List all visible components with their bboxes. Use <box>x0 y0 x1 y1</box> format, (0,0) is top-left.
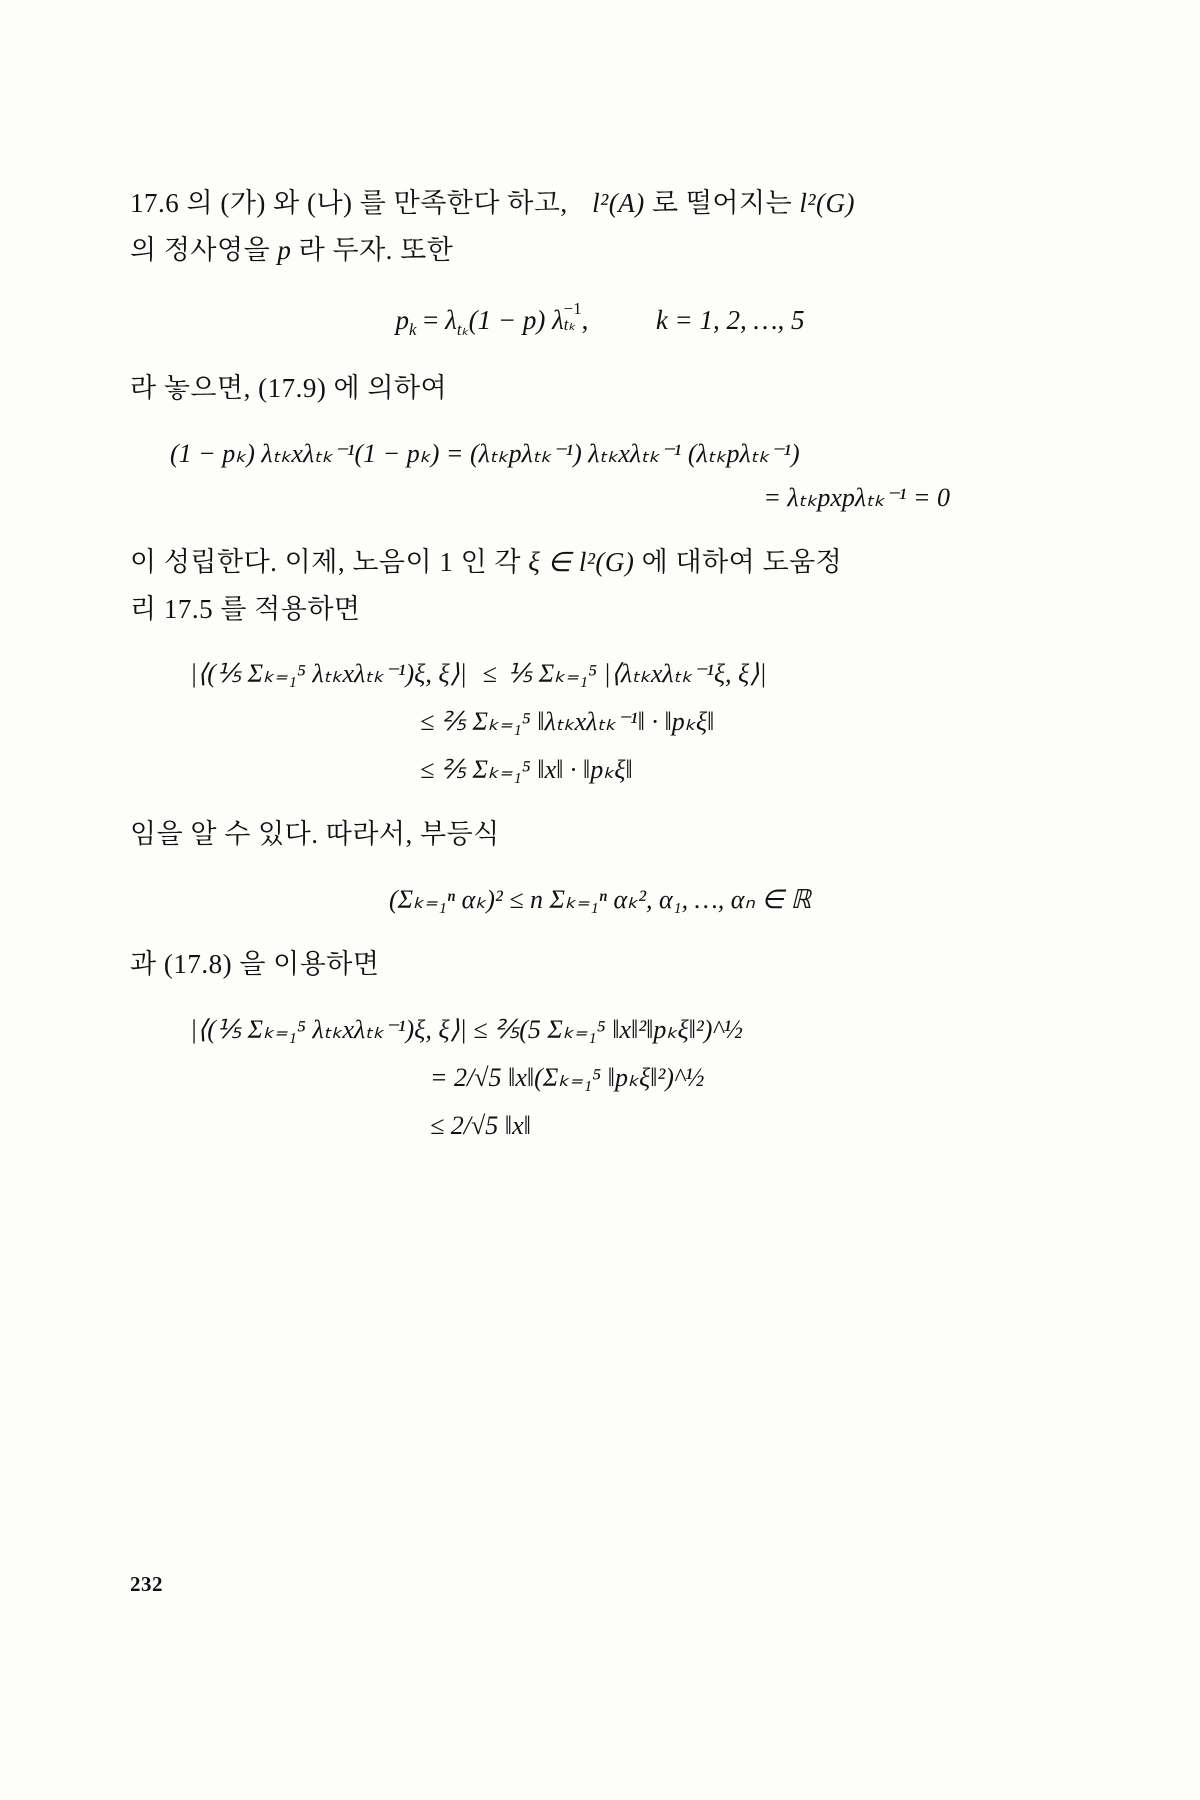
eq3-line2: ≤ ⅖ Σₖ₌₁⁵ ‖λₜₖxλₜₖ⁻¹‖ · ‖pₖξ‖ <box>420 707 715 737</box>
eq3-line1-rhs: ⅕ Σₖ₌₁⁵ |⟨λₜₖxλₜₖ⁻¹ξ, ξ⟩| <box>507 659 767 689</box>
para1-text-a: 17.6 의 (가) 와 (나) 를 만족한다 하고, <box>130 188 568 218</box>
equation-2 <box>130 439 1070 513</box>
eq1-p: p <box>395 304 409 335</box>
eq3-line1-lhs: |⟨(⅕ Σₖ₌₁⁵ λₜₖxλₜₖ⁻¹)ξ, ξ⟩| <box>190 659 467 689</box>
para1-text-d: 라 두자. 또한 <box>298 235 454 266</box>
para3-text-c: 리 17.5 를 적용하면 <box>130 593 361 624</box>
equation-3 <box>130 659 1070 785</box>
eq5-line2: = 2/√5 ‖x‖(Σₖ₌₁⁵ ‖pₖξ‖²)^½ <box>430 1062 705 1092</box>
para1-text-b: 로 떨어지는 <box>651 188 793 218</box>
para3-math: ξ ∈ l²(G) <box>528 546 635 577</box>
eq1-equals: = <box>423 304 439 335</box>
para1-math-c: p <box>277 235 292 266</box>
eq5-line3: ≤ 2/√5 ‖x‖ <box>430 1110 531 1140</box>
eq3-line1-rel: ≤ <box>482 659 498 689</box>
page-content <box>130 180 1070 1167</box>
eq2-line2: = λₜₖpxpλₜₖ⁻¹ = 0 <box>763 482 950 512</box>
para1-math-a: l²(A) <box>592 188 645 218</box>
equation-4 <box>130 884 1070 915</box>
eq1-range: k = 1, 2, …, 5 <box>655 304 805 335</box>
equation-5 <box>130 1015 1070 1141</box>
eq4-text: (Σₖ₌₁ⁿ αₖ)² ≤ n Σₖ₌₁ⁿ αₖ², α₁, …, αₙ ∈ ℝ <box>388 885 812 915</box>
eq2-line1: (1 − pₖ) λₜₖxλₜₖ⁻¹(1 − pₖ) = (λₜₖpλₜₖ⁻¹) λₜₖxλₜₖ⁻¹ (λₜₖpλₜₖ⁻¹) <box>170 438 800 468</box>
eq5-line1: |⟨(⅕ Σₖ₌₁⁵ λₜₖxλₜₖ⁻¹)ξ, ξ⟩| ≤ ⅖(5 Σₖ₌₁⁵ ‖x‖²‖pₖξ‖²)^½ <box>190 1014 743 1044</box>
equation-1 <box>130 298 1070 340</box>
eq1-lambda-sub: tₖ <box>456 319 469 339</box>
para1-math-b: l²(G) <box>799 188 855 218</box>
eq1-comma: , <box>581 304 589 335</box>
para3-text-a: 이 성립한다. 이제, 노음이 1 인 각 <box>130 546 521 577</box>
paragraph-4: 임을 알 수 있다. 따라서, 부등식 <box>130 819 500 850</box>
eq1-p-sub: k <box>408 319 417 339</box>
eq1-lambda: λ <box>445 304 457 335</box>
paragraph-3 <box>130 539 1070 634</box>
para1-text-c: 의 정사영을 <box>130 235 271 266</box>
page-number: 232 <box>130 1572 163 1596</box>
eq1-lambda2-script: −1 tₖ <box>563 298 582 335</box>
eq1-lambda2: λ <box>552 304 564 335</box>
paragraph-1 <box>130 180 1070 275</box>
paragraph-5: 과 (17.8) 을 이용하면 <box>130 949 380 980</box>
eq3-line3: ≤ ⅖ Σₖ₌₁⁵ ‖x‖ · ‖pₖξ‖ <box>420 755 633 785</box>
para3-text-b: 에 대하여 도움정 <box>641 546 843 577</box>
eq1-paren: (1 − p) <box>468 304 546 335</box>
paragraph-2: 라 놓으면, (17.9) 에 의하여 <box>130 373 448 404</box>
